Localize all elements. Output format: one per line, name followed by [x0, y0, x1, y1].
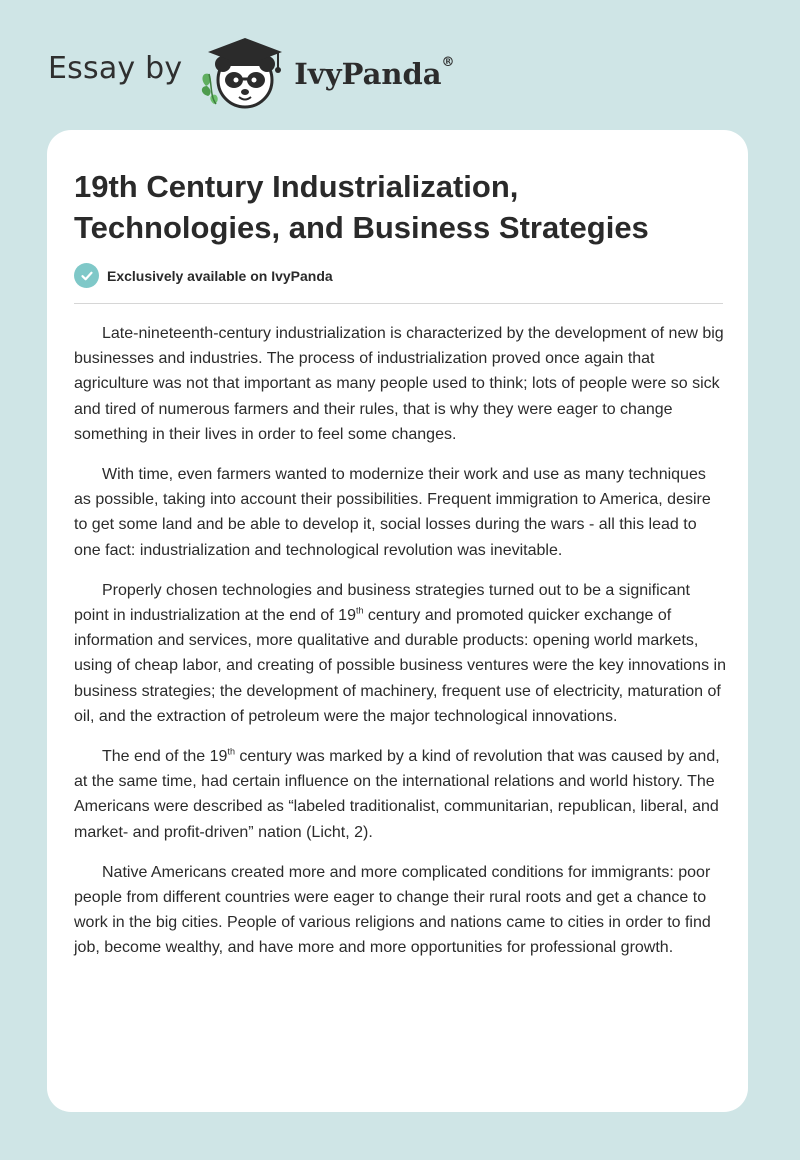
check-circle-icon	[74, 263, 99, 288]
site-header	[48, 34, 455, 114]
badge-text: Exclusively available on IvyPanda	[107, 267, 333, 284]
paragraph	[74, 744, 726, 845]
brand-name-text: IvyPanda	[294, 57, 442, 91]
superscript: th	[355, 605, 364, 616]
essay-by-label: Essay by	[48, 50, 183, 86]
paragraph	[74, 578, 726, 729]
paragraph: With time, even farmers wanted to modernize their work and use as many techniques as possible, taking into account their possibilities. Frequent immigration to America, desire to get some land and be able to develop it, social losses during the wars - all this lead to one fact: industrialization and technological revolution was inevitable.	[74, 466, 711, 559]
paragraph-text: century was marked by a kind of revolution that was caused by and, at the same time, had certain influence on the international relations and world history. The Americans were described as “labeled traditionalist, communitarian, republican, liberal, and market- and profit-driven” nation (Licht, 2).	[74, 748, 720, 841]
superscript: th	[227, 746, 235, 757]
paragraph-text: century and promoted quicker exchange of information and services, more qualitative and durable products: opening world markets, using of cheap labor, and creating of possible business ventures were the key innovations in business strategies; the development of machinery, frequent use of electricity, maturation of oil, and the extraction of petroleum were the major technological innovations.	[74, 607, 726, 725]
paragraph-text: Properly chosen technologies and business strategies turned out to be a significant point in industrialization at the end of 19	[74, 581, 690, 625]
paragraph-text: The end of the 19	[102, 748, 228, 766]
divider	[74, 303, 723, 304]
exclusive-badge	[74, 263, 333, 288]
paragraph: Late-nineteenth-century industrialization is characterized by the development of new big businesses and industries. The process of industrialization proved once again that agriculture was not that important as many people used to think; lots of people were so sick and tired of numerous farmers and their rules, that is why they were eager to change something in their lives in order to feel some changes.	[74, 325, 724, 443]
essay-body	[74, 321, 726, 976]
registered-mark: ®	[441, 55, 455, 70]
brand-name[interactable]	[294, 57, 454, 91]
essay-title: 19th Century Industrialization, Technologies, and Business Strategies	[74, 169, 649, 245]
paragraph: Native Americans created more and more complicated conditions for immigrants: poor people from different countries were eager to change their rural roots and get a chance to work in the big cities. People of various religions and nations came to cities in order to find job, become wealthy, and have more and more opportunities for professional growth.	[74, 863, 711, 957]
essay-card	[47, 130, 748, 1112]
panda-graduate-logo-icon[interactable]	[196, 34, 292, 114]
